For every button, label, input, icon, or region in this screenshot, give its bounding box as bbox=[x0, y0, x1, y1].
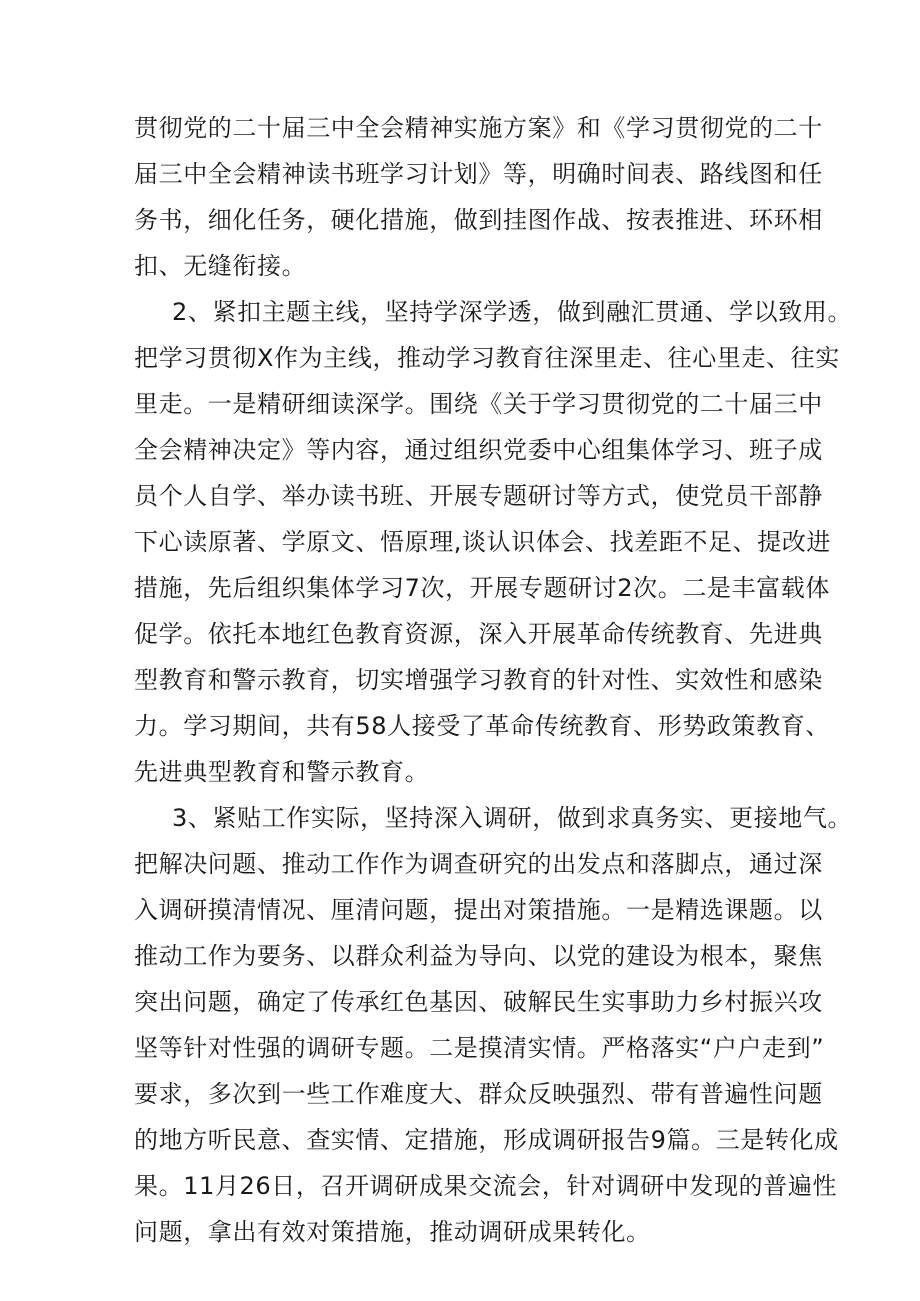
text-line: 里走。一是精研细读深学。围绕《关于学习贯彻党的二十届三中 bbox=[134, 390, 823, 418]
section-heading-3: 3、紧贴工作实际，坚持深入调研，做到求真务实、更接地气。 bbox=[172, 804, 853, 832]
text-line: 届三中全会精神读书班学习计划》等，明确时间表、路线图和任 bbox=[134, 160, 823, 188]
section-heading-2: 2、紧扣主题主线，坚持学深学透，做到融汇贯通、学以致用。 bbox=[172, 298, 853, 326]
text-line: 措施，先后组织集体学习7次，开展专题研讨2次。二是丰富载体 bbox=[134, 574, 830, 602]
text-line: 推动工作为要务、以群众利益为导向、以党的建设为根本，聚焦 bbox=[134, 942, 823, 970]
text-line: 贯彻党的二十届三中全会精神实施方案》和《学习贯彻党的二十 bbox=[134, 114, 823, 142]
text-line: 型教育和警示教育，切实增强学习教育的针对性、实效性和感染 bbox=[134, 666, 823, 694]
text-line: 扣、无缝衔接。 bbox=[134, 252, 307, 280]
text-line: 把学习贯彻X作为主线，推动学习教育往深里走、往心里走、往实 bbox=[134, 344, 840, 372]
text-line: 问题，拿出有效对策措施，推动调研成果转化。 bbox=[134, 1218, 651, 1246]
text-line: 要求，多次到一些工作难度大、群众反映强烈、带有普遍性问题 bbox=[134, 1080, 823, 1108]
text-line: 力。学习期间，共有58人接受了革命传统教育、形势政策教育、 bbox=[134, 712, 830, 740]
text-line: 全会精神决定》等内容，通过组织党委中心组集体学习、班子成 bbox=[134, 436, 823, 464]
text-line: 促学。依托本地红色教育资源，深入开展革命传统教育、先进典 bbox=[134, 620, 823, 648]
text-line: 务书，细化任务，硬化措施，做到挂图作战、按表推进、环环相 bbox=[134, 206, 823, 234]
text-line: 下心读原著、学原文、悟原理,谈认识体会、找差距不足、提改进 bbox=[134, 528, 832, 556]
text-line: 坚等针对性强的调研专题。二是摸清实情。严格落实“户户走到” bbox=[134, 1034, 825, 1062]
text-line: 员个人自学、举办读书班、开展专题研讨等方式，使党员干部静 bbox=[134, 482, 823, 510]
text-line: 先进典型教育和警示教育。 bbox=[134, 758, 430, 786]
text-line: 果。11月26日，召开调研成果交流会，针对调研中发现的普遍性 bbox=[134, 1172, 838, 1200]
text-line: 入调研摸清情况、厘清问题，提出对策措施。一是精选课题。以 bbox=[134, 896, 823, 924]
text-line: 把解决问题、推动工作作为调查研究的出发点和落脚点，通过深 bbox=[134, 850, 823, 878]
text-line: 突出问题，确定了传承红色基因、破解民生实事助力乡村振兴攻 bbox=[134, 988, 823, 1016]
text-line: 的地方听民意、查实情、定措施，形成调研报告9篇。三是转化成 bbox=[134, 1126, 839, 1154]
